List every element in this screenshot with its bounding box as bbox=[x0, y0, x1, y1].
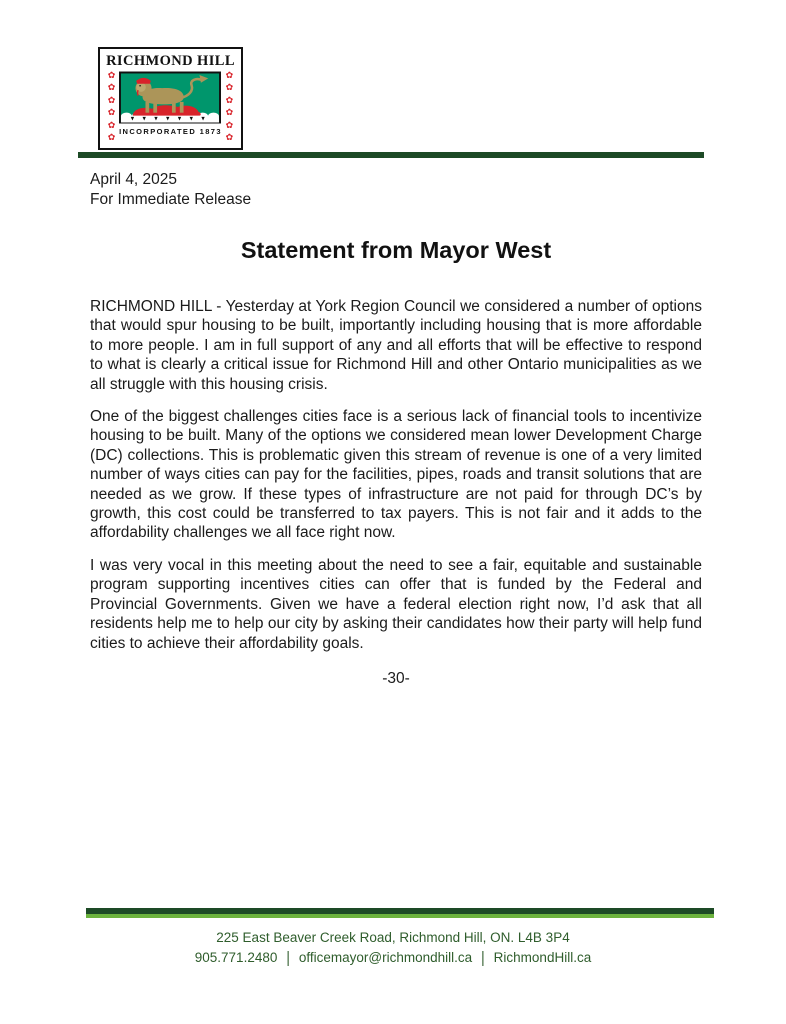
rosette-icon: ✿ bbox=[107, 83, 116, 94]
rosette-icon: ✿ bbox=[225, 71, 234, 81]
page-title: Statement from Mayor West bbox=[240, 237, 552, 263]
end-mark: -30- bbox=[382, 669, 410, 687]
rosette-icon: ✿ bbox=[107, 71, 116, 81]
footer-separator: | bbox=[286, 948, 290, 966]
rosette-icon: ✿ bbox=[225, 132, 234, 143]
crest-incorporated-text: INCORPORATED 1873 bbox=[119, 127, 222, 136]
footer-contact-line bbox=[0, 948, 786, 968]
rosette-icon: ✿ bbox=[225, 95, 234, 106]
footer-divider-rule bbox=[86, 908, 714, 918]
footer-address: 225 East Beaver Creek Road, Richmond Hill, ON. L4B 3P4 bbox=[216, 930, 570, 945]
release-label: For Immediate Release bbox=[90, 190, 252, 208]
date-block bbox=[90, 170, 251, 209]
paragraph: One of the biggest challenges cities face is a serious lack of financial tools to incentivize housing to be built. Many of the options we considered mean lower Development Charge (DC) collections. This is problematic given this stream of revenue is one of a very limited number of ways cities can pay for the facilities, pipes, roads and transit solutions that are needed as we grow. If these types of infrastructure are not paid for through DC’s by growth, this cost could be transferred to tax payers. This is not fair and it adds to the affordability challenges we all face right now. bbox=[90, 408, 702, 542]
rosette-icon: ✿ bbox=[225, 108, 234, 119]
richmond-hill-logo bbox=[98, 47, 243, 150]
rosette-icon: ✿ bbox=[107, 108, 116, 119]
rosette-column-left bbox=[104, 71, 119, 144]
rosette-icon: ✿ bbox=[225, 83, 234, 94]
footer-phone: 905.771.2480 bbox=[194, 949, 278, 965]
header-divider-rule bbox=[78, 152, 704, 158]
statement-body bbox=[90, 297, 702, 688]
paragraph: RICHMOND HILL - Yesterday at York Region Council we considered a number of options that would spur housing to be built, importantly including housing that is more affordable to more people. I am in full support of any and all efforts that will be effective to respond to what is clearly a critical issue for Richmond Hill and other Ontario municipalities as we all struggle with this housing crisis. bbox=[90, 298, 702, 393]
rosette-icon: ✿ bbox=[107, 132, 116, 143]
rosette-icon: ✿ bbox=[225, 120, 234, 131]
paragraph: I was very vocal in this meeting about the need to see a fair, equitable and sustainable program supporting incentives cities can offer that is funded by the Federal and Provincial Governments. Given we have a federal election right now, I’d ask that all residents help me to help our city by asking their candidates how their party will help fund cities to achieve their affordability goals. bbox=[90, 556, 702, 652]
release-date: April 4, 2025 bbox=[90, 171, 178, 188]
footer-email: officemayor@richmondhill.ca bbox=[298, 949, 473, 965]
rosette-icon: ✿ bbox=[107, 120, 116, 131]
rosette-icon: ✿ bbox=[107, 95, 116, 106]
crest-emblem bbox=[119, 71, 221, 124]
footer-separator: | bbox=[481, 948, 485, 966]
crest-title: RICHMOND HILL bbox=[106, 53, 235, 69]
rosette-column-right bbox=[222, 71, 237, 144]
footer bbox=[0, 928, 786, 967]
footer-website: RichmondHill.ca bbox=[493, 949, 592, 965]
